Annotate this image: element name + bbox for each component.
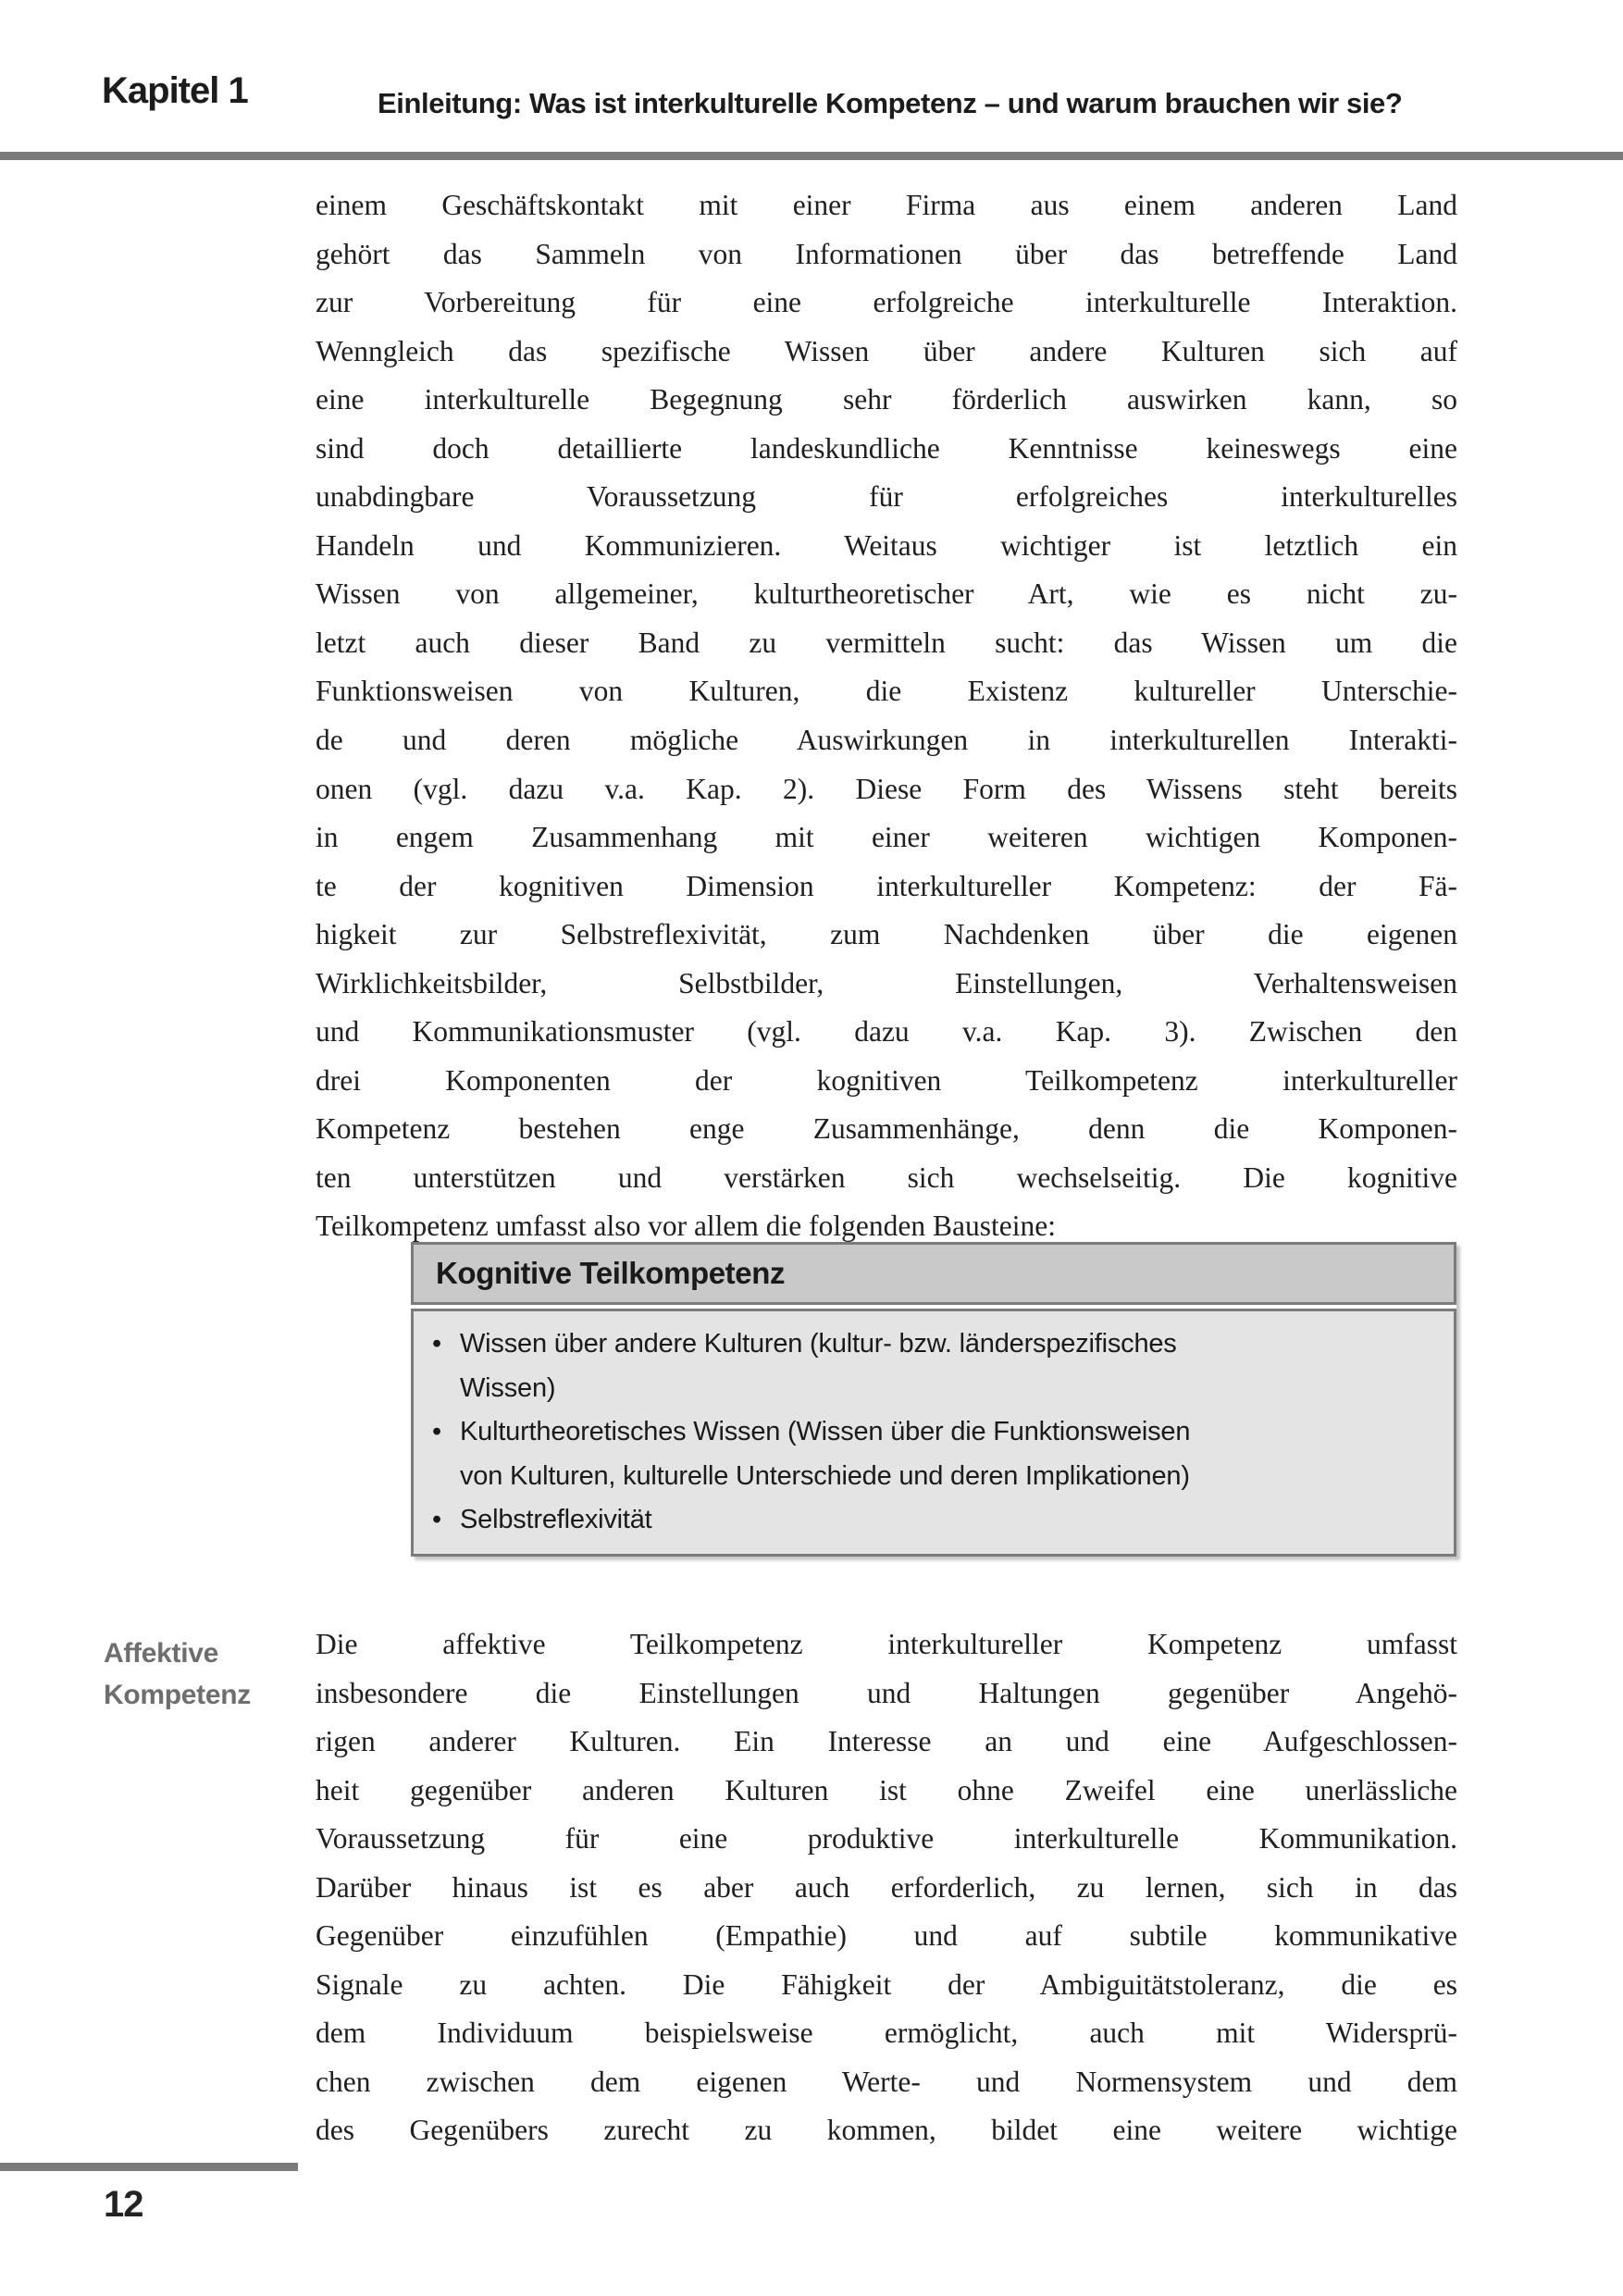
info-box-header bbox=[411, 1242, 1456, 1305]
paragraph-2: Die affektive Teilkompetenz interkultureller Kompetenz umfasst insbesondere die Einstellungen und Haltungen gegenüber Angehö- rigen anderer Kulturen. Ein Interesse an und eine Aufgeschlossen- heit gegenüber anderen Kulturen ist ohne Zweifel eine unerlässliche Voraussetzung für eine produktive interkulturelle Kommunikation. Darüber hinaus ist es aber auch erforderlich, zu lernen, sich in das Gegenüber einzufühlen (Empathie) und auf subtile kommunikative Signale zu achten. Die Fähigkeit der Ambiguitätstoleranz, die es dem Individuum beispielsweise ermöglicht, auch mit Widersprü- chen zwischen dem eigenen Werte- und Normensystem und dem des Gegenübers zurecht zu kommen, bildet eine weitere wichtige bbox=[316, 1628, 1457, 2147]
chapter-title: Einleitung: Was ist interkulturelle Kompetenz – und warum brauchen wir sie? bbox=[378, 87, 1403, 119]
bullet-text: Selbstreflexivität bbox=[460, 1505, 652, 1534]
list-item bbox=[432, 1410, 1435, 1498]
header-rule bbox=[0, 152, 1623, 160]
bullet-icon: • bbox=[432, 1505, 442, 1534]
info-box bbox=[411, 1242, 1456, 1557]
footer-bar bbox=[0, 2163, 298, 2171]
list-item bbox=[432, 1322, 1435, 1410]
bullet-icon: • bbox=[432, 1329, 442, 1359]
chapter-label: Kapitel 1 bbox=[102, 70, 248, 111]
info-box-body bbox=[411, 1309, 1456, 1557]
paragraph-1: einem Geschäftskontakt mit einer Firma aus einem anderen Land gehört das Sammeln von Informationen über das betreffende Land zur Vorbereitung für eine erfolgreiche interkulturelle Interaktion. Wenngleich das spezifische Wissen über andere Kulturen sich auf eine interkulturelle Begegnung sehr förderlich auswirken kann, so sind doch detaillierte landeskundliche Kenntnisse keineswegs eine unabdingbare Voraussetzung für erfolgreiches interkulturelles Handeln und Kommunizieren. Weitaus wichtiger ist letztlich ein Wissen von allgemeiner, kulturtheoretischer Art, wie es nicht zu- letzt auch dieser Band zu vermitteln sucht: das Wissen um die Funktionsweisen von Kulturen, die Existenz kultureller Unterschie- de und deren mögliche Auswirkungen in interkulturellen Interakti- onen (vgl. dazu v.a. Kap. 2). Diese Form des Wissens steht bereits in engem Zusammenhang mit einer weiteren wichtigen Komponen- te der kognitiven Dimension interkultureller Kompetenz: der Fä- higkeit zur Selbstreflexivität, zum Nachdenken über die eigenen Wirklichkeitsbilder, Selbstbilder, Einstellungen, Verhaltensweisen und Kommunikationsmuster (vgl. dazu v.a. Kap. 3). Zwischen den drei Komponenten der kognitiven Teilkompetenz interkultureller Kompetenz bestehen enge Zusammenhänge, denn die Komponen- ten unterstützen und verstärken sich wechselseitig. Die kognitive Teilkompetenz umfasst also vor allem die folgenden Bausteine: bbox=[316, 189, 1457, 1243]
page-number: 12 bbox=[104, 2184, 143, 2225]
info-box-title: Kognitive Teilkompetenz bbox=[436, 1256, 786, 1290]
bullet-text: Kulturtheoretisches Wissen (Wissen über die Funktionsweisen von Kulturen, kulturelle Unterschiede und deren Implikationen) bbox=[460, 1417, 1191, 1491]
list-item bbox=[432, 1498, 1435, 1543]
bullet-text: Wissen über andere Kulturen (kultur- bzw. länderspezifisches Wissen) bbox=[460, 1329, 1177, 1403]
margin-label-affektive-kompetenz: Affektive Kompetenz bbox=[104, 1638, 251, 1710]
bullet-icon: • bbox=[432, 1417, 442, 1446]
